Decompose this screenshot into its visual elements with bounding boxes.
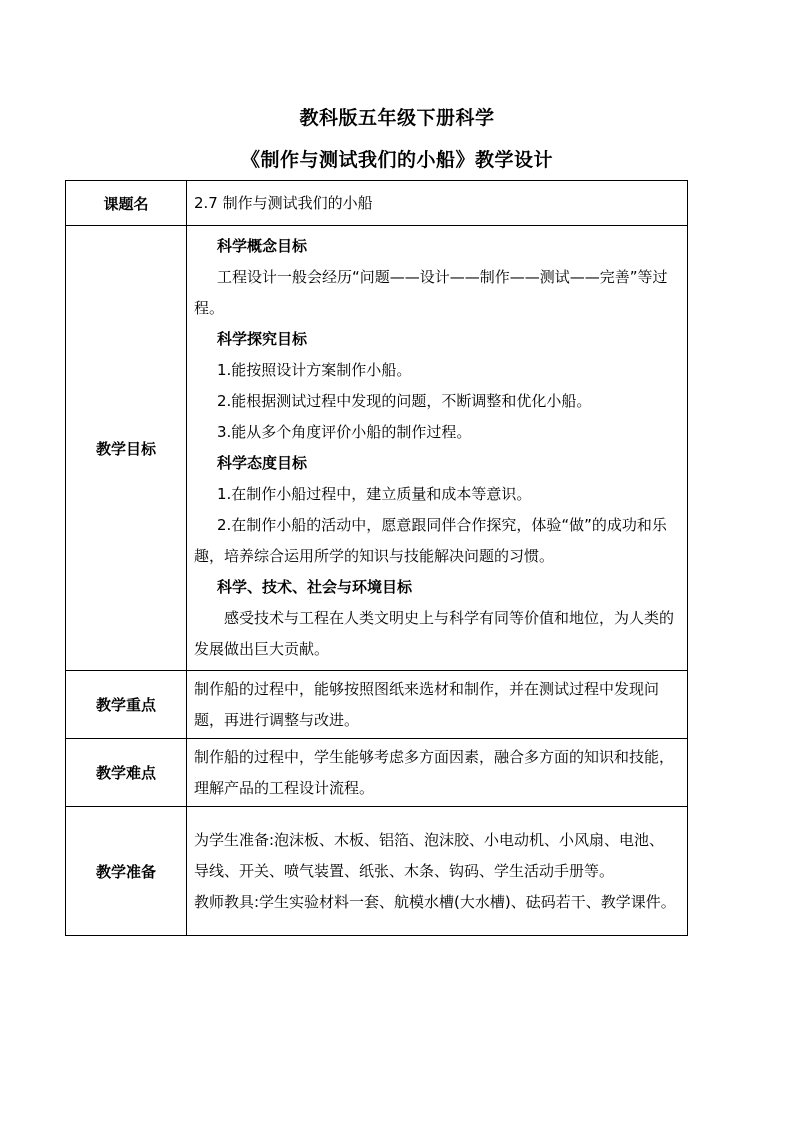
attitude-goal-item: 1.在制作小船过程中，建立质量和成本等意识。 <box>217 485 532 503</box>
key-points-value: 制作船的过程中，能够按照图纸来选材和制作，并在测试过程中发现问题，再进行调整与改进。 <box>187 671 688 739</box>
inquiry-goal-heading: 科学探究目标 <box>217 330 308 348</box>
stse-goal-heading: 科学、技术、社会与环境目标 <box>217 578 413 596</box>
table-row-lesson-name <box>66 181 688 226</box>
document-title: 教科版五年级下册科学 <box>299 107 495 129</box>
table-row-difficulties <box>66 739 688 807</box>
goals-label: 教学目标 <box>66 226 187 671</box>
inquiry-goal-item: 3.能从多个角度评价小船的制作过程。 <box>217 423 472 441</box>
concept-goal-text: 工程设计一般会经历“问题——设计——制作——测试——完善”等过程。 <box>194 268 668 317</box>
table-row-key-points <box>66 671 688 739</box>
document-subtitle: 《制作与测试我们的小船》教学设计 <box>240 149 553 171</box>
difficulties-label: 教学难点 <box>66 739 187 807</box>
attitude-goal-heading: 科学态度目标 <box>217 454 308 472</box>
difficulties-value: 制作船的过程中，学生能够考虑多方面因素，融合多方面的知识和技能，理解产品的工程设计流程。 <box>187 739 688 807</box>
preparation-content <box>187 807 688 936</box>
preparation-label: 教学准备 <box>66 807 187 936</box>
lesson-plan-table <box>65 180 688 936</box>
stse-goal-text: 感受技术与工程在人类文明史上与科学有同等价值和地位，为人类的发展做出巨大贡献。 <box>194 609 675 658</box>
lesson-name-value: 2.7 制作与测试我们的小船 <box>187 181 688 226</box>
key-points-label: 教学重点 <box>66 671 187 739</box>
inquiry-goal-item: 2.能根据测试过程中发现的问题，不断调整和优化小船。 <box>217 392 592 410</box>
teacher-materials-text: 教师教具:学生实验材料一套、航模水槽(大水槽)、砝码若干、教学课件。 <box>194 892 676 911</box>
concept-goal-heading: 科学概念目标 <box>217 237 308 255</box>
student-materials-text: 为学生准备:泡沫板、木板、铝箔、泡沫胶、小电动机、小风扇、电池、导线、开关、喷气装置、纸张、木条、钩码、学生活动手册等。 <box>194 830 665 880</box>
inquiry-goal-item: 1.能按照设计方案制作小船。 <box>217 361 412 379</box>
table-row-goals <box>66 226 688 671</box>
attitude-goal-item: 2.在制作小船的活动中，愿意跟同伴合作探究，体验“做”的成功和乐趣，培养综合运用所学的知识与技能解决问题的习惯。 <box>194 516 667 565</box>
lesson-name-label: 课题名 <box>66 181 187 226</box>
goals-content <box>187 226 688 671</box>
table-row-preparation <box>66 807 688 936</box>
